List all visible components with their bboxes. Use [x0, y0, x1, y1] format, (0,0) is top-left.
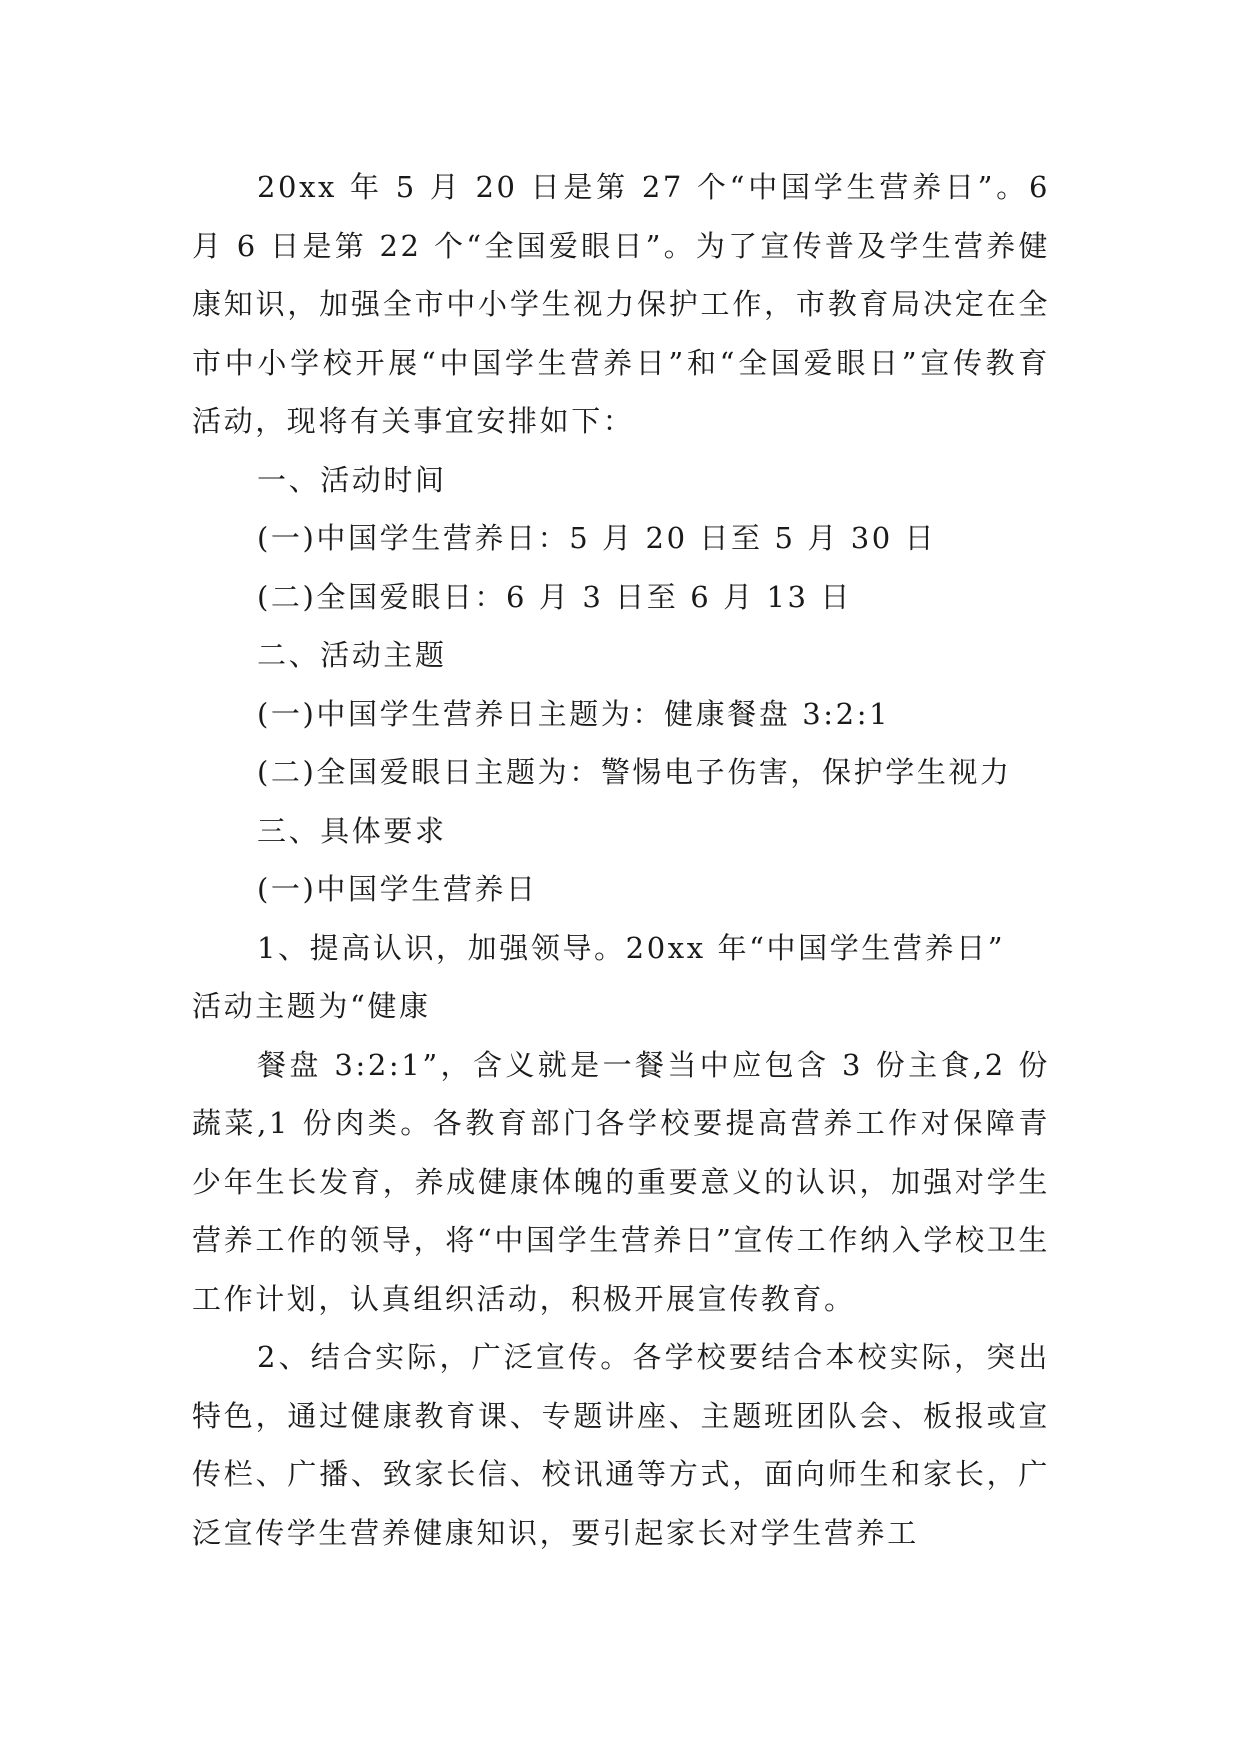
- requirement-1-continuation: 餐盘 3:2:1”，含义就是一餐当中应包含 3 份主食,2 份蔬菜,1 份肉类。各教育部门各学校要提高营养工作对保障青少年生长发育，养成健康体魄的重要意义的认识，加强对学生营养工作的领导，将“中国学生营养日”宣传工作纳入学校卫生工作计划，认真组织活动，积极开展宣传教育。: [192, 1047, 1050, 1316]
- requirement-1-first-line: 1、提高认识，加强领导。20xx 年“中国学生营养日”: [257, 930, 1006, 965]
- section-heading-activity-time: 一、活动时间: [257, 462, 447, 497]
- section-heading-requirements: 三、具体要求: [257, 813, 447, 848]
- activity-theme-item-eye: (二)全国爱眼日主题为：警惕电子伤害，保护学生视力: [257, 755, 1012, 789]
- activity-time-item-eye: (二)全国爱眼日：6 月 3 日至 6 月 13 日: [257, 579, 853, 614]
- requirement-2-paragraph: 2、结合实际，广泛宣传。各学校要结合本校实际，突出特色，通过健康教育课、专题讲座、主题班团队会、板报或宣传栏、广播、致家长信、校讯通等方式，面向师生和家长，广泛宣传学生营养健康知识，要引起家长对学生营养工: [192, 1340, 1050, 1550]
- section-heading-activity-theme: 二、活动主题: [257, 638, 447, 672]
- document-body: [192, 158, 1050, 1562]
- activity-theme-item-nutrition: (一)中国学生营养日主题为：健康餐盘 3:2:1: [257, 696, 891, 731]
- intro-paragraph: 20xx 年 5 月 20 日是第 27 个“中国学生营养日”。6 月 6 日是第 22 个“全国爱眼日”。为了宣传普及学生营养健康知识，加强全市中小学生视力保护工作，市教育局决定在全市中小学校开展“中国学生营养日”和“全国爱眼日”宣传教育活动，现将有关事宜安排如下：: [192, 170, 1050, 438]
- requirements-subheading-nutrition: (一)中国学生营养日: [257, 872, 538, 906]
- activity-time-item-nutrition: (一)中国学生营养日：5 月 20 日至 5 月 30 日: [257, 521, 937, 555]
- requirement-1-second-line: 活动主题为“健康: [192, 989, 431, 1023]
